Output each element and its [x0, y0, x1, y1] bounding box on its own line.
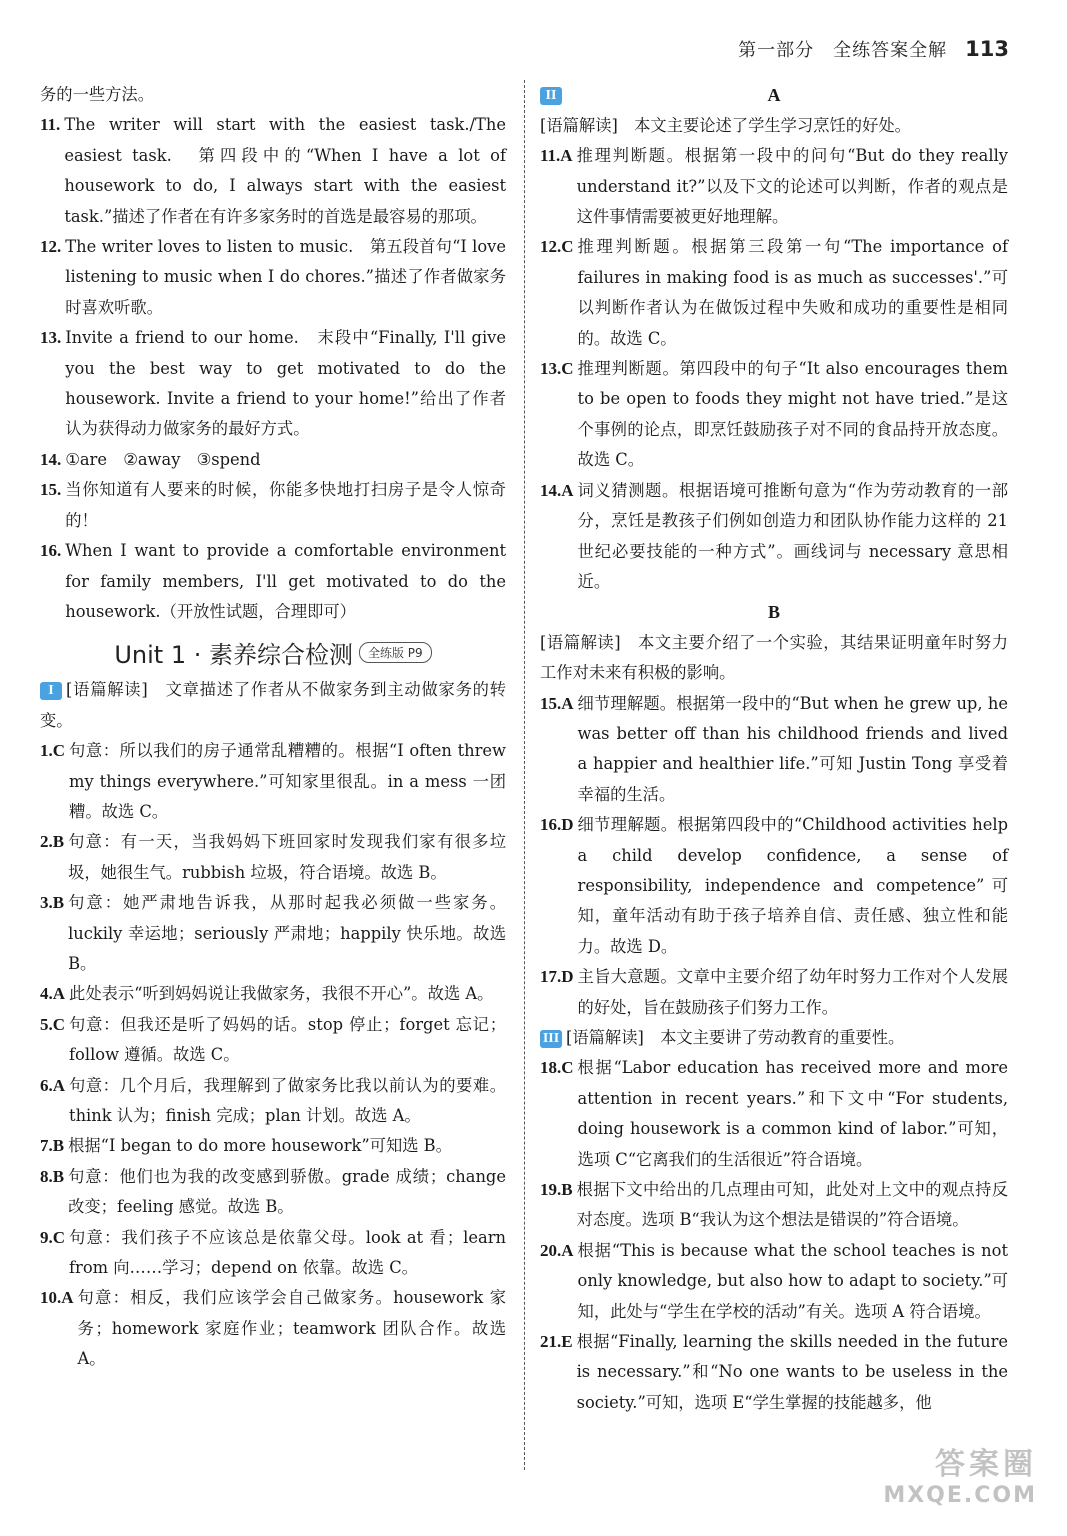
section1-intro	[40, 675, 506, 736]
answer-item	[540, 689, 1008, 811]
answer-number: 17.D	[540, 967, 574, 987]
watermark-logo	[883, 1439, 1037, 1508]
answer-number: 16.	[40, 541, 62, 561]
answer-text: 句意：有一天，当我妈妈下班回家时发现我们家有很多垃圾，她很生气。rubbish 垃圾，符合语境。故选 B。	[68, 832, 506, 882]
answer-item	[40, 827, 506, 888]
section3-intro	[540, 1023, 1008, 1053]
unit-title-text: Unit 1 · 素养综合检测	[114, 640, 353, 669]
answer-number: 11.A	[540, 146, 573, 166]
answer-number: 5.C	[40, 1014, 66, 1034]
section2-mark: II	[540, 87, 562, 105]
answer-text: The writer loves to listen to music. 第五段首句“I love listening to music when I do chores.”描述了作者做家务时喜欢听歌。	[65, 237, 506, 317]
answer-text: 词义猜测题。根据语境可推断句意为“作为劳动教育的一部分，烹饪是教孩子们例如创造力和团队协作能力这样的 21 世纪必要技能的一种方式”。画线词与 necessary 意思相近。	[577, 480, 1008, 591]
answer-item	[40, 323, 506, 445]
answer-item	[40, 736, 506, 827]
section3-intro-text: [语篇解读] 本文主要讲了劳动教育的重要性。	[566, 1028, 905, 1047]
answer-text: 句意：他们也为我的改变感到骄傲。grade 成绩；change 改变；feeling 感觉。故选 B。	[68, 1166, 506, 1217]
answer-item	[540, 1327, 1008, 1418]
answer-text: 推理判断题。第四段中的句子“It also encourages them to be open to foods they might not have tried.”是这个事例的论点，即烹饪鼓励孩子对不同的食品持开放态度。故选 C。	[577, 359, 1008, 470]
answer-text: 根据“This is because what the school teaches is not only knowledge, but also how to adapt to society.”可知，此处与“学生在学校的活动”有关。选项 A 符合语境。	[577, 1240, 1008, 1321]
answer-number: 16.D	[540, 815, 574, 835]
answer-text: 细节理解题。根据第一段中的“But when he grew up, he was better off than his childhood friends and lived a happier and healthier life.”可知 Justin Tong 享受着幸福的生活。	[577, 693, 1008, 804]
answer-text: Invite a friend to our home. 末段中“Finally, I'll give you the best way to get motivated to do the housework. Invite a friend to your home!”给出了作者认为获得动力做家务的最好方式。	[65, 328, 506, 439]
unit-title	[40, 629, 506, 675]
answer-text: 推理判断题。根据第三段第一句“The importance of failures in making food is as much as successes'.”可以判断作者认为在做饭过程中失败和成功的重要性是相同的。故选 C。	[577, 237, 1008, 348]
left-intro: 务的一些方法。	[40, 85, 154, 104]
answer-number: 8.B	[40, 1166, 65, 1186]
answer-text: ①are ②away ③spend	[65, 449, 261, 469]
page-number: 113	[965, 37, 1009, 61]
answer-number: 12.C	[540, 237, 574, 257]
answer-item	[540, 141, 1008, 232]
answer-item	[540, 476, 1008, 598]
answer-text: When I want to provide a comfortable environment for family members, I'll get motivated to do the housework.（开放性试题，合理即可）	[65, 541, 506, 621]
section-title: 第一部分 全练答案全解	[738, 40, 948, 61]
answer-text: 根据下文中给出的几点理由可知，此处对上文中的观点持反对态度。选项 B“我认为这个想法是错误的”符合语境。	[576, 1180, 1008, 1230]
answer-number: 7.B	[40, 1136, 65, 1156]
answer-list-right-a	[540, 141, 1008, 597]
column-divider	[524, 80, 525, 1470]
answer-number: 13.C	[540, 359, 574, 379]
answer-number: 4.A	[40, 984, 66, 1004]
answer-item	[40, 110, 506, 232]
answer-number: 21.E	[540, 1332, 573, 1352]
answer-list-left-a	[40, 110, 506, 627]
answer-number: 20.A	[540, 1240, 574, 1260]
right-column	[540, 80, 1008, 1418]
part-a-heading: A	[767, 85, 781, 106]
answer-number: 12.	[40, 237, 62, 257]
answer-text: 当你知道有人要来的时候，你能多快地打扫房子是令人惊奇的！	[65, 480, 506, 530]
part-b-intro: [语篇解读] 本文主要介绍了一个实验，其结果证明童年时努力工作对未来有积极的影响。	[540, 632, 1008, 683]
answer-item	[540, 962, 1008, 1023]
answer-item	[40, 979, 506, 1009]
answer-item	[540, 1053, 1008, 1175]
answer-item	[40, 1010, 506, 1071]
answer-item	[40, 1131, 506, 1161]
answer-list-right-c	[540, 1053, 1008, 1418]
answer-text: 推理判断题。根据第一段中的问句“But do they really understand it?”以及下文的论述可以判断，作者的观点是这件事情需要被更好地理解。	[576, 146, 1008, 227]
section3-mark: III	[540, 1030, 562, 1048]
part-a-intro: [语篇解读] 本文主要论述了学生学习烹饪的好处。	[540, 115, 911, 135]
answer-item	[40, 445, 506, 475]
answer-number: 14.	[40, 449, 62, 469]
answer-number: 11.	[40, 115, 61, 135]
answer-item	[40, 536, 506, 627]
answer-text: 句意：但我还是听了妈妈的话。stop 停止；forget 忘记；follow 遵循。故选 C。	[69, 1014, 506, 1065]
answer-number: 1.C	[40, 741, 66, 761]
answer-number: 18.C	[540, 1058, 574, 1078]
answer-text: 句意：所以我们的房子通常乱糟糟的。根据“I often threw my things everywhere.”可知家里很乱。in a mess 一团糟。故选 C。	[69, 741, 506, 821]
answer-text: 句意：相反，我们应该学会自己做家务。housework 家务；homework 家庭作业；teamwork 团队合作。故选 A。	[77, 1288, 506, 1369]
answer-number: 13.	[40, 328, 62, 348]
answer-text: 主旨大意题。文章中主要介绍了幼年时努力工作对个人发展的好处，旨在鼓励孩子们努力工作。	[577, 967, 1008, 1017]
answer-text: 此处表示“听到妈妈说让我做家务，我很不开心”。故选 A。	[69, 984, 494, 1004]
answer-item	[40, 475, 506, 536]
answer-item	[540, 1236, 1008, 1327]
answer-item	[540, 232, 1008, 354]
unit-badge: 全练版 P9	[359, 642, 432, 663]
answer-text: 句意：几个月后，我理解到了做家务比我以前认为的要难。think 认为；finish 完成；plan 计划。故选 A。	[69, 1075, 506, 1125]
answer-number: 3.B	[40, 893, 65, 913]
watermark-line1: 答案圈	[935, 1447, 1037, 1482]
answer-item	[40, 1162, 506, 1223]
section1-mark: I	[40, 682, 62, 700]
part-b-heading: B	[767, 602, 780, 623]
section1-intro-text: [语篇解读] 文章描述了作者从不做家务到主动做家务的转变。	[40, 680, 506, 730]
answer-text: 句意：我们孩子不应该总是依靠父母。look at 看；learn from 向……学习；depend on 依靠。故选 C。	[69, 1227, 506, 1278]
answer-item	[40, 888, 506, 979]
answer-number: 2.B	[40, 832, 65, 852]
page-header	[738, 36, 1009, 64]
answer-number: 15.	[40, 480, 62, 500]
answer-text: 根据“Finally, learning the skills needed in the future is necessary.”和“No one wants to be useless in the society.”可知，选项 E“学生掌握的技能越多，他	[576, 1332, 1008, 1412]
answer-text: 根据“Labor education has received more and more attention in recent years.”和下文中“For students, doing housework is a common kind of labor.”可知，选项 C“它离我们的生活很近”符合语境。	[577, 1058, 1008, 1169]
answer-item	[40, 1223, 506, 1284]
answer-item	[540, 1175, 1008, 1236]
answer-number: 14.A	[540, 480, 574, 500]
answer-item	[40, 232, 506, 323]
answer-item	[40, 1283, 506, 1374]
answer-list-left-b	[40, 736, 506, 1375]
watermark-line2: MXQE.COM	[883, 1483, 1037, 1508]
answer-text: 根据“I began to do more housework”可知选 B。	[68, 1136, 452, 1156]
answer-number: 10.A	[40, 1288, 74, 1308]
answer-item	[540, 810, 1008, 962]
answer-text: 细节理解题。根据第四段中的“Childhood activities help a child develop confidence, a sense of responsibility, independence and competence”可知，童年活动有助于孩子培养自信、责任感、独立性和能力。故选 D。	[577, 815, 1008, 956]
answer-text: The writer will start with the easiest task./The easiest task. 第四段中的“When I have a lot of housework to do, I always start with the easiest task.”描述了作者在有许多家务时的首选是最容易的那项。	[64, 115, 506, 226]
answer-number: 6.A	[40, 1075, 66, 1095]
answer-list-right-b	[540, 689, 1008, 1023]
answer-number: 9.C	[40, 1227, 66, 1247]
left-column	[40, 80, 506, 1375]
answer-item	[540, 354, 1008, 476]
answer-text: 句意：她严肃地告诉我，从那时起我必须做一些家务。luckily 幸运地；seriously 严肃地；happily 快乐地。故选 B。	[68, 893, 506, 973]
answer-item	[40, 1071, 506, 1132]
answer-number: 15.A	[540, 693, 574, 713]
answer-number: 19.B	[540, 1180, 573, 1200]
